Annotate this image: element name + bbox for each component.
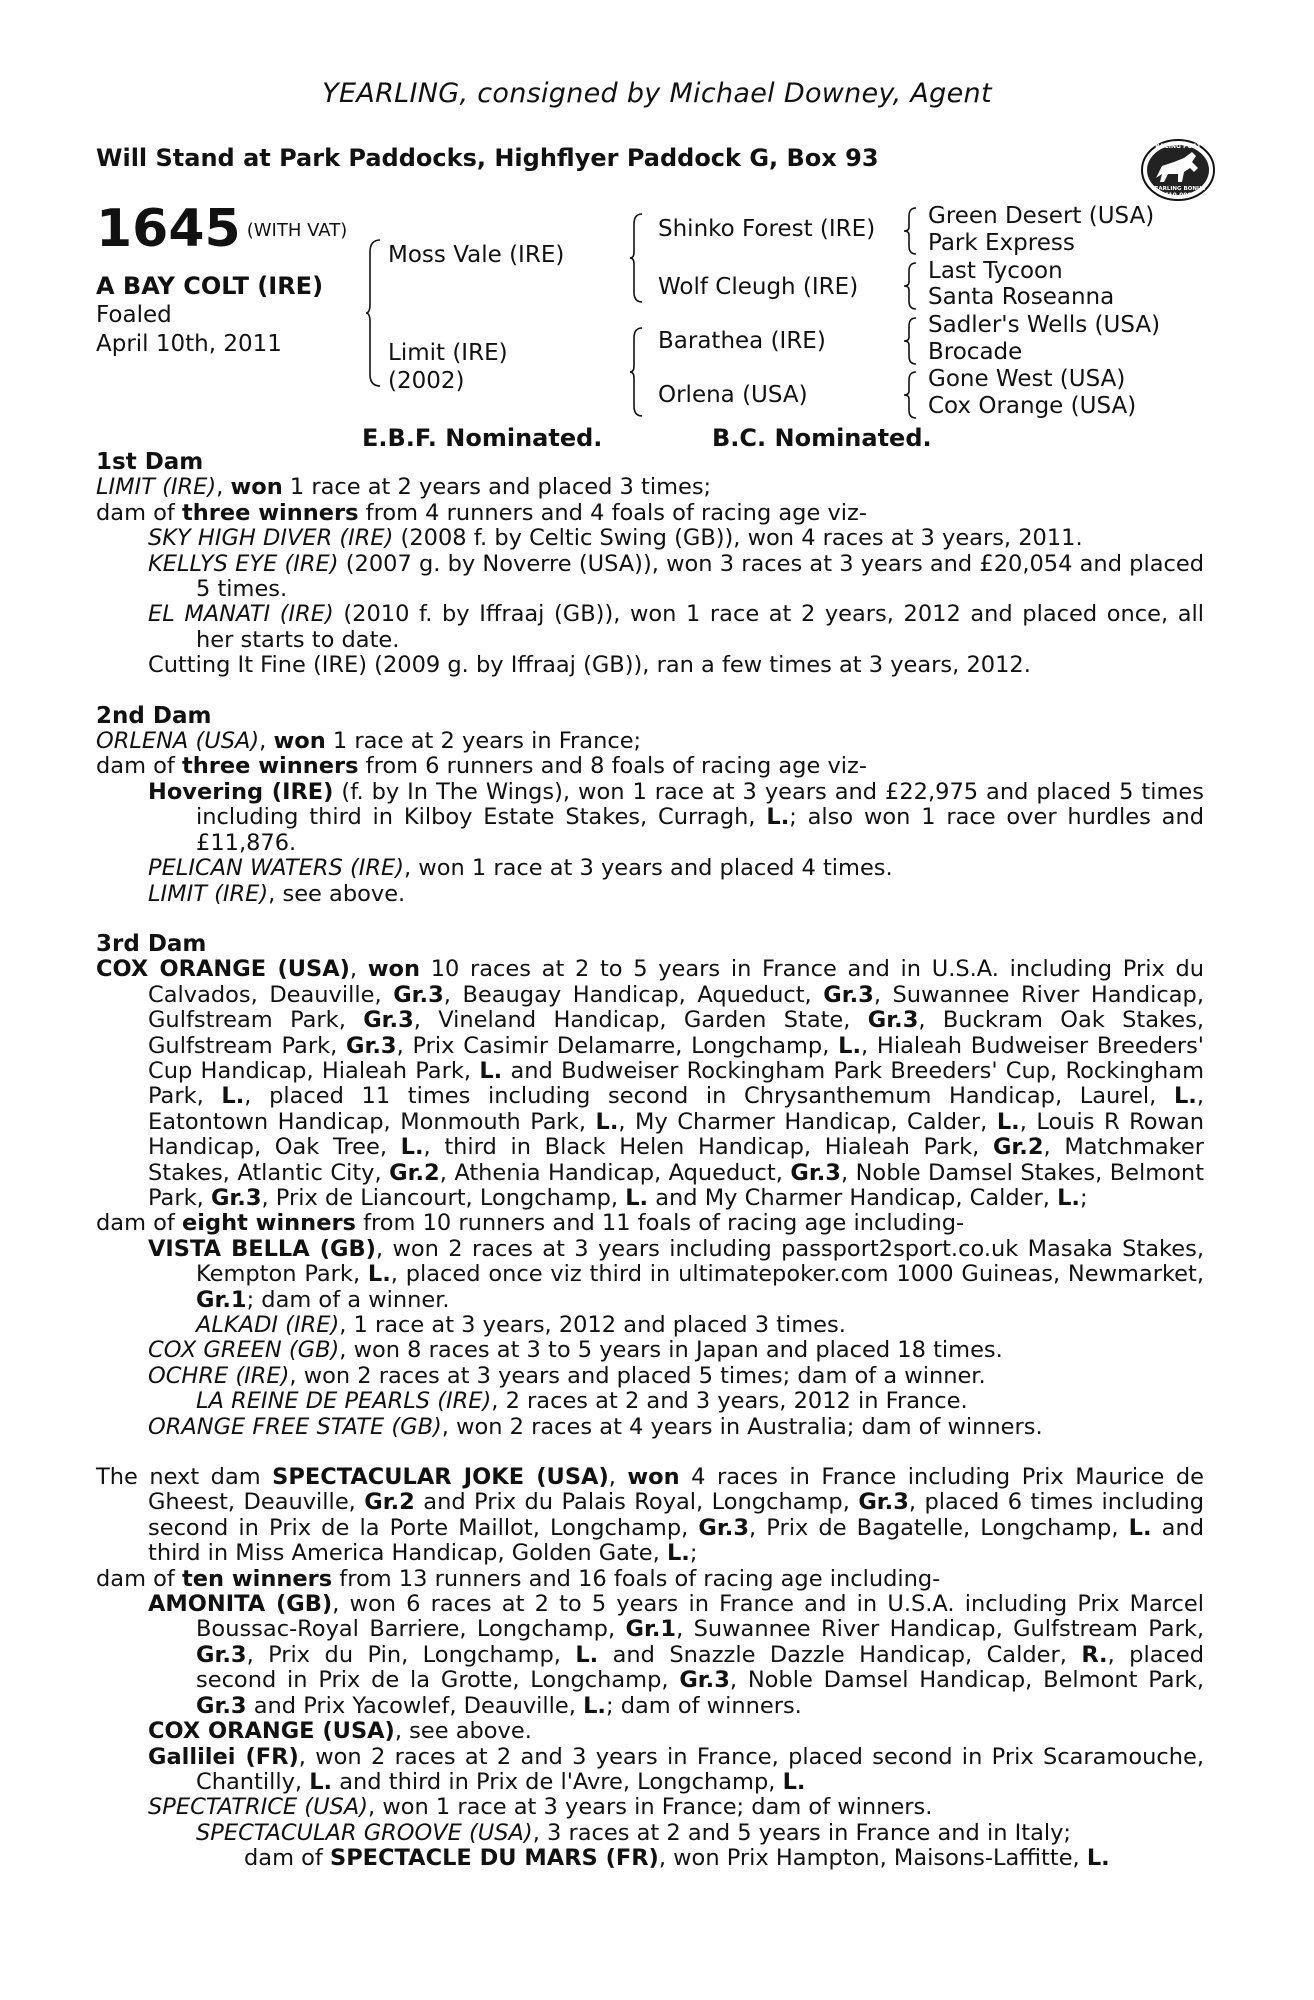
stand-location: Will Stand at Park Paddocks, Highflyer Paddock G, Box 93 <box>96 144 879 172</box>
second-dam-produce: dam of three winners from 6 runners and 8 foals of racing age viz- <box>96 753 867 780</box>
lot-number: 1645 <box>96 199 241 259</box>
pedigree-brace-sire <box>630 212 644 304</box>
third-dam-offspring: ORANGE FREE STATE (GB), won 2 races at 4 years in Australia; dam of winners. <box>148 1413 1043 1440</box>
badge-mid-text: YEARLING BONUS <box>1150 186 1206 192</box>
second-dam-offspring: Hovering (IRE) (f. by In The Wings), won 1 race at 3 years and £22,975 and placed 5 times including third in Kilboy Estate Stakes, Curragh, L.; also won 1 race over hurdles and £11,876. <box>148 778 1204 856</box>
third-dam-grand-offspring: ALKADI (IRE), 1 race at 3 years, 2012 and placed 3 times. <box>196 1312 846 1338</box>
badge-amount-text: £10,000 <box>1164 192 1192 199</box>
catalogue-body <box>96 450 1204 1872</box>
pedigree-sire-sire: Shinko Forest (IRE) <box>658 216 876 242</box>
bc-nominated: B.C. Nominated. <box>712 424 932 452</box>
pedigree-brace-dd <box>904 370 918 420</box>
pedigree-ddd: Cox Orange (USA) <box>928 393 1137 419</box>
pedigree-dsd: Brocade <box>928 339 1023 365</box>
lot-number-block <box>96 200 347 258</box>
second-dam-offspring: PELICAN WATERS (IRE), won 1 race at 3 years and placed 4 times. <box>148 855 893 882</box>
pedigree-sss: Green Desert (USA) <box>928 203 1155 229</box>
pedigree-sire-dam: Wolf Cleugh (IRE) <box>658 274 859 300</box>
next-dam-offspring: COX ORANGE (USA), see above. <box>148 1718 532 1745</box>
next-dam-grand-offspring: SPECTACULAR GROOVE (USA), 3 races at 2 and 5 years in France and in Italy; <box>196 1819 1072 1846</box>
pedigree-brace-dam <box>630 326 644 418</box>
next-dam-offspring: Gallilei (FR), won 2 races at 2 and 3 years in France, placed second in Prix Scaramouche, Chantilly, L. and third in Prix de l'Avre, Longchamp, L. <box>148 1743 1205 1795</box>
next-dam-record: The next dam SPECTACULAR JOKE (USA), won 4 races in France including Prix Maurice de Gheest, Deauville, Gr.2 and Prix du Palais Royal, Longchamp, Gr.3, placed 6 times including second in Prix de la Porte Maillot, Longchamp, Gr.3, Prix de Bagatelle, Longchamp, L. and third in Miss America Handicap, Golden Gate, L.; <box>96 1464 1205 1567</box>
next-dam-offspring: AMONITA (GB), won 6 races at 2 to 5 years in France and in U.S.A. including Prix Marcel Boussac-Royal Barriere, Longchamp, Gr.1, Suwannee River Handicap, Gulfstream Park, Gr.3, Prix du Pin, Longchamp, L. and Snazzle Dazzle Handicap, Calder, R., placed second in Prix de la Grotte, Longchamp, Gr.3, Noble Damsel Handicap, Belmont Park, Gr.3 and Prix Yacowlef, Deauville, L.; dam of winners. <box>148 1591 1204 1719</box>
next-dam-produce: dam of ten winners from 13 runners and 16 foals of racing age including- <box>96 1565 941 1592</box>
pedigree-sdd: Santa Roseanna <box>928 284 1115 310</box>
pedigree-dds: Gone West (USA) <box>928 366 1126 392</box>
first-dam-offspring: EL MANATI (IRE) (2010 f. by Iffraaj (GB)), won 1 race at 2 years, 2012 and placed once, all her starts to date. <box>148 601 1204 653</box>
first-dam-offspring: KELLYS EYE (IRE) (2007 g. by Noverre (USA)), won 3 races at 3 years and £20,054 and placed 5 times. <box>148 550 1204 603</box>
second-dam-offspring: LIMIT (IRE), see above. <box>148 880 406 907</box>
first-dam-line: LIMIT (IRE), won 1 race at 2 years and placed 3 times; <box>96 474 712 501</box>
third-dam-offspring: COX GREEN (GB), won 8 races at 3 to 5 years in Japan and placed 18 times. <box>148 1337 1003 1364</box>
third-dam-grand-offspring: LA REINE DE PEARLS (IRE), 2 races at 2 and 3 years, 2012 in France. <box>196 1388 968 1415</box>
foaled-label: Foaled <box>96 302 172 328</box>
pedigree-dam: Limit (IRE) <box>388 340 508 366</box>
next-dam-offspring: SPECTATRICE (USA), won 1 race at 3 years in France; dam of winners. <box>148 1794 933 1821</box>
pedigree-dam-sire: Barathea (IRE) <box>658 328 826 354</box>
next-dam-great-grand-offspring: dam of SPECTACLE DU MARS (FR), won Prix Hampton, Maisons-Laffitte, L. <box>244 1845 1110 1872</box>
first-dam-heading: 1st Dam <box>96 449 204 475</box>
pedigree-dss: Sadler's Wells (USA) <box>928 312 1161 338</box>
lot-vat: (WITH VAT) <box>246 220 348 241</box>
pedigree-ssd: Park Express <box>928 230 1075 256</box>
pedigree-dam-dam: Orlena (USA) <box>658 382 808 408</box>
ebf-nominated: E.B.F. Nominated. <box>362 424 603 452</box>
pedigree-brace-sd <box>904 261 918 311</box>
first-dam-offspring: Cutting It Fine (IRE) (2009 g. by Iffraaj (GB)), ran a few times at 3 years, 2012. <box>148 652 1031 679</box>
page-title: YEARLING, consigned by Michael Downey, Agent <box>322 78 992 109</box>
badge-top-text: RACING POST <box>1155 143 1201 150</box>
third-dam-record: COX ORANGE (USA), won 10 races at 2 to 5 years in France and in U.S.A. including Prix du Calvados, Deauville, Gr.3, Beaugay Handicap, Aqueduct, Gr.3, Suwannee River Handicap, Gulfstream Park, Gr.3, Vineland Handicap, Garden State, Gr.3, Buckram Oak Stakes, Gulfstream Park, Gr.3, Prix Casimir Delamarre, Longchamp, L., Hialeah Budweiser Breeders' Cup Handicap, Hialeah Park, L. and Budweiser Rockingham Park Breeders' Cup, Rockingham Park, L., placed 11 times including second in Chrysanthemum Handicap, Laurel, L., Eatontown Handicap, Monmouth Park, L., My Charmer Handicap, Calder, L., Louis R Rowan Handicap, Oak Tree, L., third in Black Helen Handicap, Hialeah Park, Gr.2, Matchmaker Stakes, Atlantic City, Gr.2, Athenia Handicap, Aqueduct, Gr.3, Noble Damsel Stakes, Belmont Park, Gr.3, Prix de Liancourt, Longchamp, L. and My Charmer Handicap, Calder, L.; <box>96 956 1205 1211</box>
pedigree-brace-ds <box>904 316 918 366</box>
yearling-bonus-badge-icon <box>1140 128 1216 214</box>
third-dam-produce: dam of eight winners from 10 runners and 11 foals of racing age including- <box>96 1210 965 1237</box>
pedigree-sire: Moss Vale (IRE) <box>388 242 565 268</box>
foaled-date: April 10th, 2011 <box>96 331 282 357</box>
first-dam-produce: dam of three winners from 4 runners and 4 foals of racing age viz- <box>96 499 867 526</box>
horse-info <box>96 272 323 359</box>
third-dam-offspring: VISTA BELLA (GB), won 2 races at 3 years including passport2sport.co.uk Masaka Stakes, Kempton Park, L., placed once viz third in ultimatepoker.com 1000 Guineas, Newmarket, Gr.1; dam of a winner. <box>148 1235 1204 1313</box>
second-dam-line: ORLENA (USA), won 1 race at 2 years in France; <box>96 728 642 755</box>
third-dam-heading: 3rd Dam <box>96 930 207 957</box>
horse-description: A BAY COLT (IRE) <box>96 272 324 300</box>
pedigree-brace-ss <box>904 206 918 256</box>
first-dam-offspring: SKY HIGH DIVER (IRE) (2008 f. by Celtic Swing (GB)), won 4 races at 3 years, 2011. <box>148 525 1083 552</box>
pedigree-dam-year: (2002) <box>388 368 465 394</box>
third-dam-offspring: OCHRE (IRE), won 2 races at 3 years and placed 5 times; dam of a winner. <box>148 1362 986 1389</box>
pedigree-brace-gen1 <box>366 238 382 388</box>
pedigree-sds: Last Tycoon <box>928 258 1063 284</box>
second-dam-heading: 2nd Dam <box>96 702 212 729</box>
